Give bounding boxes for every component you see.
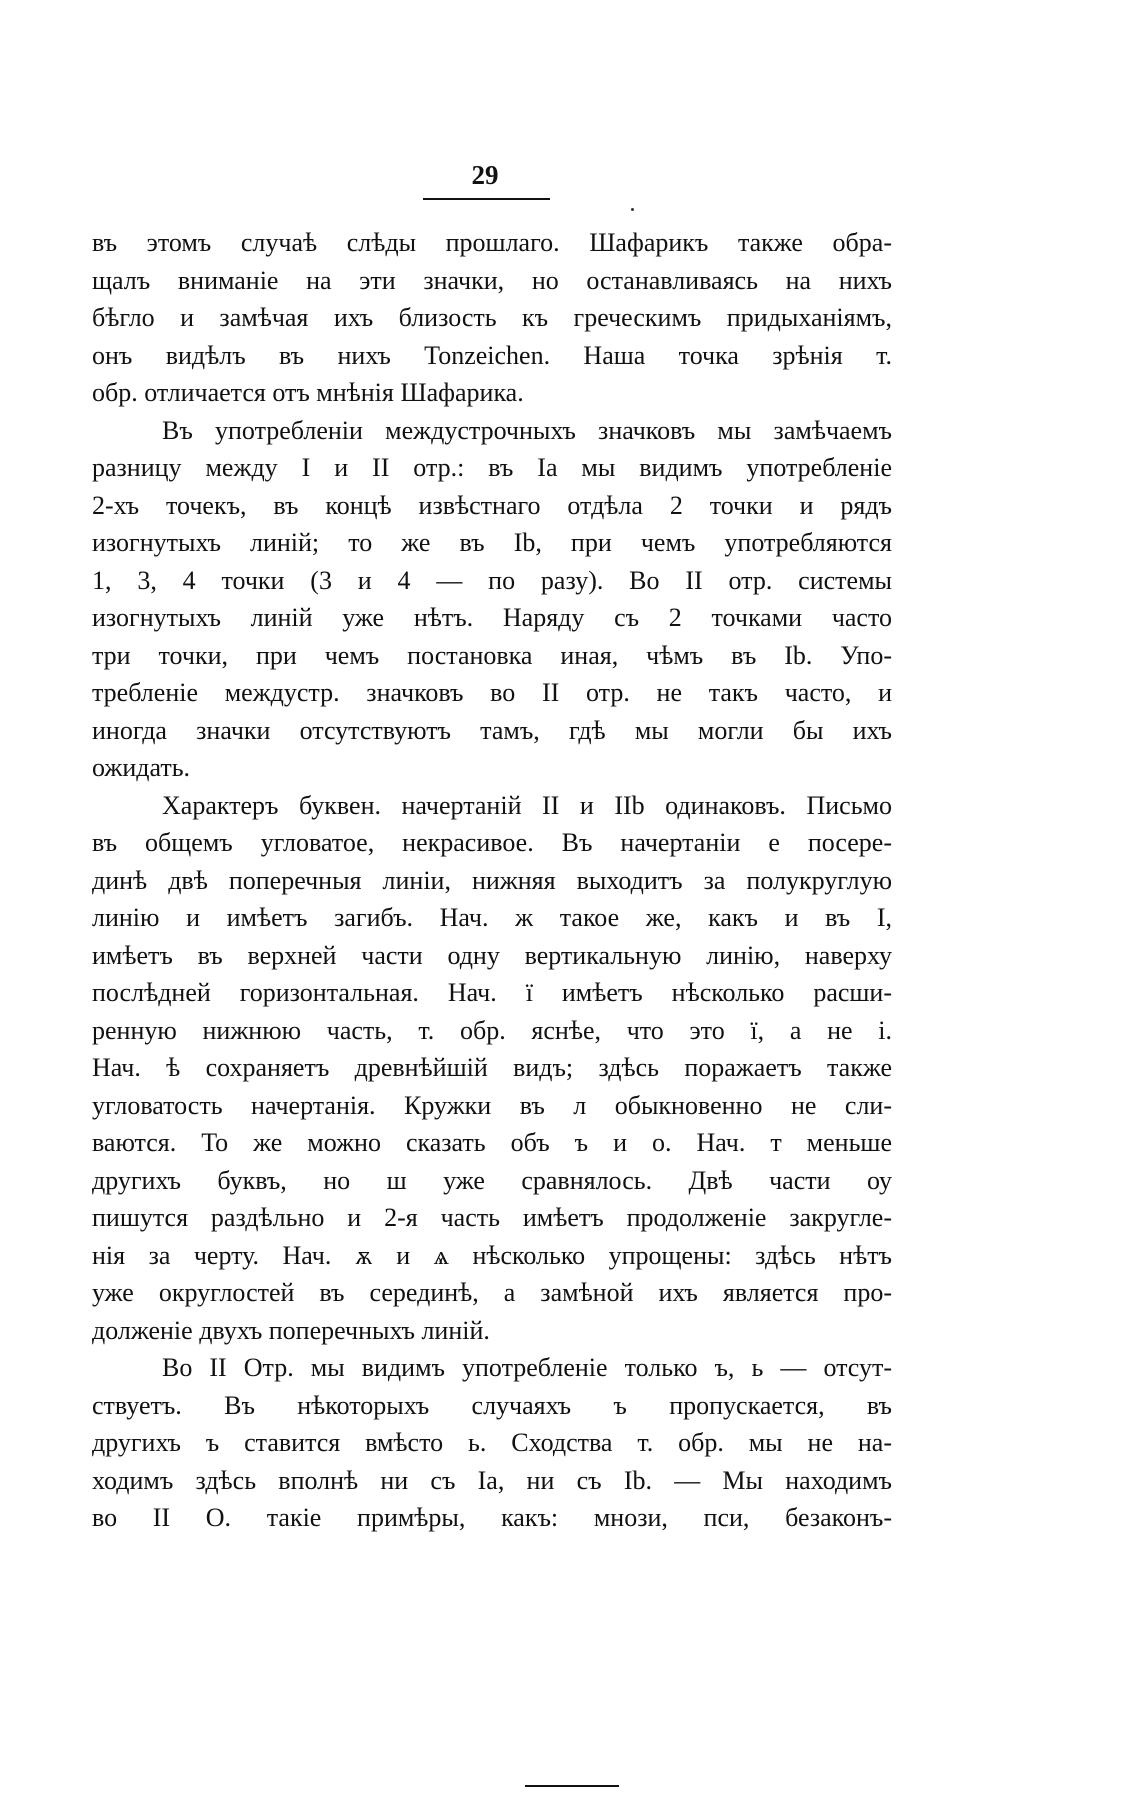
text-line: Въ употребленіи междустрочныхъ значковъ мы замѣчаемъ [162, 415, 892, 445]
text-line: бѣгло и замѣчая ихъ близость къ греческимъ придыханіямъ, [92, 303, 892, 332]
text-line: ствуетъ. Въ нѣкоторыхъ случаяхъ ъ пропускается, въ [92, 1390, 892, 1420]
text-line: требленіе междустр. значковъ во II отр. не такъ часто, и [92, 678, 892, 707]
text-line: угловатость начертанія. Кружки въ л обыкновенно не сли- [92, 1090, 892, 1120]
text-line: изогнутыхъ линій; то же въ Ib, при чемъ употребляются [92, 528, 892, 557]
text-line: уже округлостей въ серединѣ, а замѣной ихъ является про- [92, 1278, 892, 1307]
footer-rule [525, 1785, 619, 1787]
text-line: въ общемъ угловатое, некрасивое. Въ начертаніи е посере- [92, 828, 892, 857]
body-text [92, 224, 892, 1537]
text-line: разницу между I и II отр.: въ Ia мы видимъ употребленіе [92, 453, 892, 482]
text-line: изогнутыхъ линій уже нѣтъ. Наряду съ 2 точками часто [92, 603, 892, 632]
text-line: послѣдней горизонтальная. Нач. ї имѣетъ нѣсколько расши- [92, 978, 892, 1007]
text-line: Нач. ѣ сохраняетъ древнѣйшій видъ; здѣсь поражаетъ также [92, 1053, 892, 1082]
text-line: Во II Отр. мы видимъ употребленіе только ъ, ь — отсут- [162, 1353, 892, 1382]
text-line: динѣ двѣ поперечныя линіи, нижняя выходитъ за полукруглую [92, 865, 892, 895]
text-line: 1, 3, 4 точки (3 и 4 — по разу). Во II отр. системы [92, 565, 892, 595]
text-line: въ этомъ случаѣ слѣды прошлаго. Шафарикъ также обра- [92, 228, 892, 257]
text-line: ренную нижнюю часть, т. обр. яснѣе, что это ї, а не і. [92, 1015, 892, 1045]
text-line: линію и имѣетъ загибъ. Нач. ж такое же, какъ и въ I, [92, 903, 892, 932]
text-line: пишутся раздѣльно и 2-я часть имѣетъ продолженіе закругле- [92, 1203, 892, 1232]
text-line: долженіе двухъ поперечныхъ линій. [92, 1315, 490, 1345]
text-line: щалъ вниманіе на эти значки, но останавливаясь на нихъ [92, 265, 892, 295]
text-line: обр. отличается отъ мнѣнія Шафарика. [92, 378, 524, 407]
text-line: онъ видѣлъ въ нихъ Tonzeichen. Наша точка зрѣнія т. [92, 340, 892, 370]
text-line: 2-хъ точекъ, въ концѣ извѣстнаго отдѣла 2 точки и рядъ [92, 490, 892, 520]
text-line: во II О. такіе примѣры, какъ: мнози, пси, безаконъ- [92, 1503, 892, 1532]
text-line: иногда значки отсутствуютъ тамъ, гдѣ мы могли бы ихъ [92, 715, 892, 745]
text-line: другихъ ъ ставится вмѣсто ь. Сходства т. обр. мы не на- [92, 1428, 892, 1457]
text-line: нія за черту. Нач. ѫ и ѧ нѣсколько упрощены: здѣсь нѣтъ [92, 1240, 892, 1270]
text-line: ходимъ здѣсь вполнѣ ни съ Ia, ни съ Ib. — Мы находимъ [92, 1465, 892, 1495]
page-number-rule [423, 198, 550, 200]
text-line: три точки, при чемъ постановка иная, чѣмъ въ Ib. Упо- [92, 640, 892, 670]
text-line: ожидать. [92, 753, 191, 782]
text-line: Характеръ буквен. начертаній II и IIb одинаковъ. Письмо [162, 790, 892, 820]
text-line: имѣетъ въ верхней части одну вертикальную линію, наверху [92, 940, 892, 970]
text-line: ваются. То же можно сказать объ ъ и о. Нач. т меньше [92, 1128, 892, 1157]
page-number: 29 [471, 160, 499, 190]
text-line: другихъ буквъ, но ш уже сравнялось. Двѣ части оу [92, 1165, 892, 1195]
print-speck [631, 208, 634, 211]
